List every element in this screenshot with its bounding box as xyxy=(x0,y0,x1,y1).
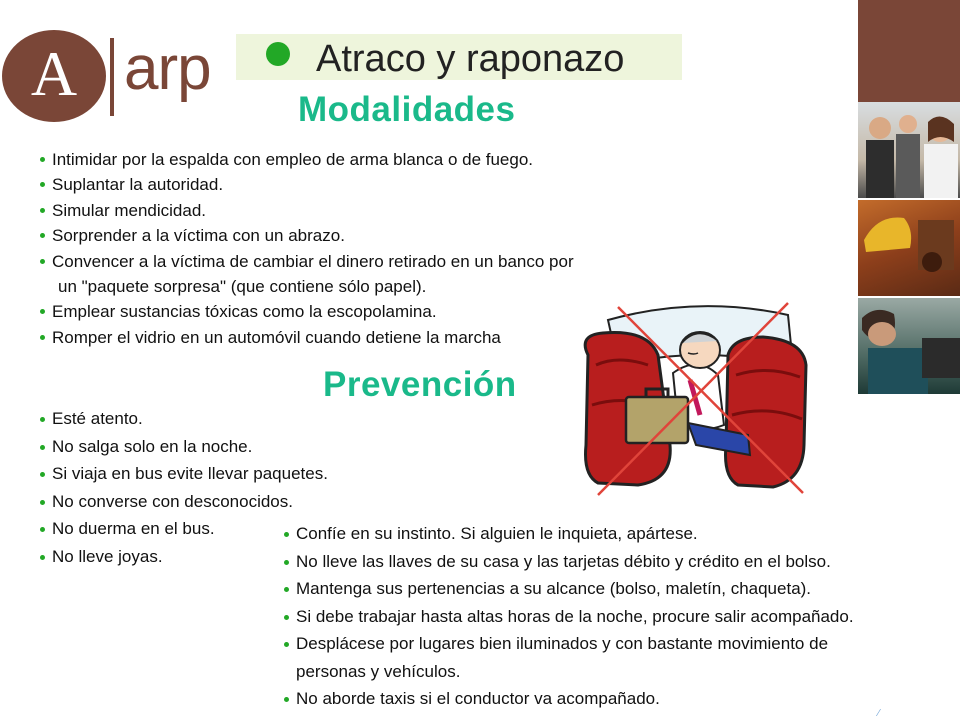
list-item-continuation: personas y vehículos. xyxy=(296,661,461,681)
sleeping-passenger-illustration xyxy=(578,295,810,497)
list-item: Romper el vidrio en un automóvil cuando detiene la marcha xyxy=(38,325,574,350)
list-item: No salga solo en la noche. xyxy=(38,433,328,461)
prevencion-list-right xyxy=(282,520,854,713)
logo-text: arp xyxy=(124,34,211,103)
title-bullet-icon xyxy=(266,42,290,66)
list-item: No duerma en el bus. xyxy=(38,515,328,543)
list-item: Suplantar la autoridad. xyxy=(38,172,574,197)
list-item: Confíe en su instinto. Si alguien le inquieta, apártese. xyxy=(282,520,854,548)
list-item: Convencer a la víctima de cambiar el dinero retirado en un banco por un "paquete sorpresa" (que contiene sólo papel). xyxy=(38,249,574,300)
decorative-mark: ⁄ xyxy=(878,708,880,719)
worker-helmet-photo xyxy=(858,200,960,296)
photo-strip xyxy=(858,0,960,394)
list-item: Si viaja en bus evite llevar paquetes. xyxy=(38,460,328,488)
title-banner xyxy=(236,34,682,80)
company-logo xyxy=(0,30,240,130)
heading-prevencion: Prevención xyxy=(323,365,517,404)
list-item: Desplácese por lugares bien iluminados y con bastante movimiento de personas y vehículos. xyxy=(282,630,854,685)
list-item: No lleve joyas. xyxy=(38,543,328,571)
list-item: Sorprender a la víctima con un abrazo. xyxy=(38,223,574,248)
modalidades-list xyxy=(38,147,574,350)
logo-letter: A xyxy=(30,38,78,109)
logo-circle xyxy=(2,30,106,122)
list-item: Intimidar por la espalda con empleo de arma blanca o de fuego. xyxy=(38,147,574,172)
list-item: Si debe trabajar hasta altas horas de la noche, procure salir acompañado. xyxy=(282,603,854,631)
page-title: Atraco y raponazo xyxy=(316,38,625,80)
brand-color-block xyxy=(858,0,960,102)
list-item: Mantenga sus pertenencias a su alcance (bolso, maletín, chaqueta). xyxy=(282,575,854,603)
list-item: Esté atento. xyxy=(38,405,328,433)
business-people-photo xyxy=(858,102,960,198)
list-item: No aborde taxis si el conductor va acompañado. xyxy=(282,685,854,713)
list-item: No converse con desconocidos. xyxy=(38,488,328,516)
list-item-continuation: un "paquete sorpresa" (que contiene sólo papel). xyxy=(58,277,427,297)
technician-photo xyxy=(858,298,960,394)
list-item: Simular mendicidad. xyxy=(38,198,574,223)
heading-modalidades: Modalidades xyxy=(298,90,516,129)
list-item: Emplear sustancias tóxicas como la escopolamina. xyxy=(38,299,574,324)
list-item: No lleve las llaves de su casa y las tarjetas débito y crédito en el bolso. xyxy=(282,548,854,576)
logo-divider xyxy=(110,38,114,116)
